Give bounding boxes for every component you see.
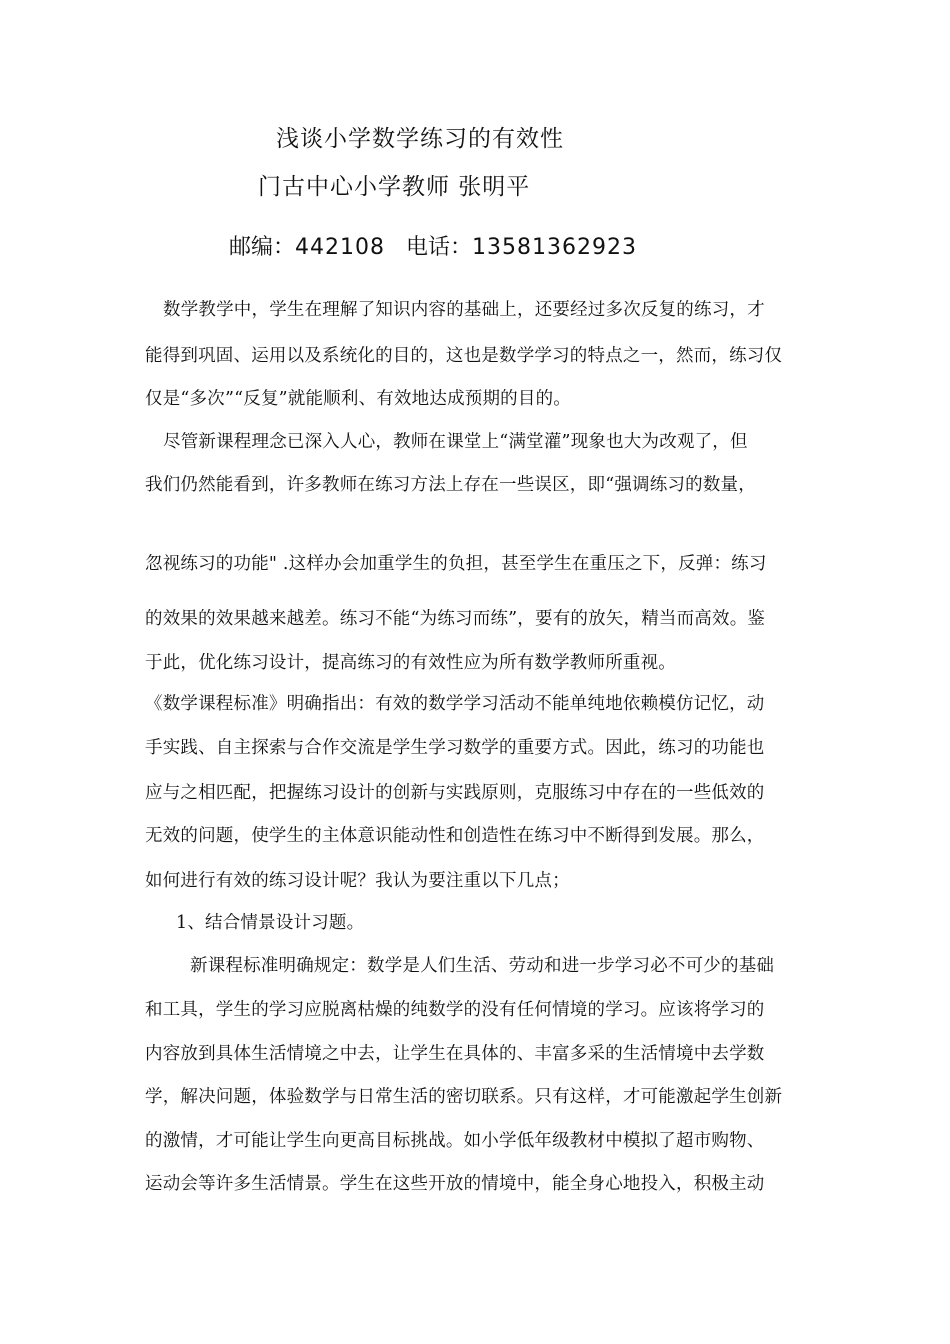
paragraph-line: 和工具，学生的学习应脱离枯燥的纯数学的没有任何情境的学习。应该将学习的 bbox=[145, 1000, 765, 1020]
paragraph-line: 仅是“多次”“反复”就能顺利、有效地达成预期的目的。 bbox=[145, 389, 571, 409]
phone-label: 电话： bbox=[405, 235, 472, 260]
paragraph-line: 的激情，才可能让学生向更高目标挑战。如小学低年级教材中模拟了超市购物、 bbox=[145, 1131, 765, 1151]
paragraph-line: 《数学课程标准》明确指出：有效的数学学习活动不能单纯地依赖模仿记忆，动 bbox=[145, 694, 765, 714]
paragraph-line: 我们仍然能看到，许多教师在练习方法上存在一些误区，即“强调练习的数量， bbox=[145, 475, 756, 495]
paragraph-line: 忽视练习的功能" .这样办会加重学生的负担，甚至学生在重压之下，反弹：练习 bbox=[145, 554, 767, 574]
paragraph-line: 数学教学中，学生在理解了知识内容的基础上，还要经过多次反复的练习，才 bbox=[163, 300, 765, 320]
postcode-value: 442108 bbox=[295, 235, 385, 260]
paragraph-line: 应与之相匹配，把握练习设计的创新与实践原则，克服练习中存在的一些低效的 bbox=[145, 783, 765, 803]
paragraph-line: 于此，优化练习设计，提高练习的有效性应为所有数学教师所重视。 bbox=[145, 653, 676, 673]
author-line: 门古中心小学教师 张明平 bbox=[258, 174, 531, 200]
postcode-label: 邮编： bbox=[229, 235, 296, 260]
paragraph-line: 如何进行有效的练习设计呢？我认为要注重以下几点； bbox=[145, 871, 570, 891]
contact-line bbox=[229, 230, 637, 261]
paragraph-line: 新课程标准明确规定：数学是人们生活、劳动和进一步学习必不可少的基础 bbox=[190, 956, 775, 976]
paragraph-line: 运动会等许多生活情景。学生在这些开放的情境中，能全身心地投入，积极主动 bbox=[145, 1174, 765, 1194]
paragraph-line: 能得到巩固、运用以及系统化的目的，这也是数学学习的特点之一，然而，练习仅 bbox=[145, 346, 783, 366]
paragraph-line: 尽管新课程理念已深入人心，教师在课堂上“满堂灌”现象也大为改观了，但 bbox=[163, 432, 748, 452]
paragraph-line: 手实践、自主探索与合作交流是学生学习数学的重要方式。因此，练习的功能也 bbox=[145, 738, 765, 758]
phone-value: 13581362923 bbox=[472, 235, 637, 260]
paragraph-line: 无效的问题，使学生的主体意识能动性和创造性在练习中不断得到发展。那么， bbox=[145, 826, 765, 846]
paragraph-line: 学，解决问题，体验数学与日常生活的密切联系。只有这样，才可能激起学生创新 bbox=[145, 1087, 783, 1107]
paragraph-line: 的效果的效果越来越差。练习不能“为练习而练”，要有的放矢，精当而高效。鉴 bbox=[145, 609, 766, 629]
document-title: 浅谈小学数学练习的有效性 bbox=[276, 126, 564, 152]
paragraph-line: 内容放到具体生活情境之中去，让学生在具体的、丰富多采的生活情境中去学数 bbox=[145, 1044, 765, 1064]
section-heading: 1、结合情景设计习题。 bbox=[176, 913, 365, 933]
